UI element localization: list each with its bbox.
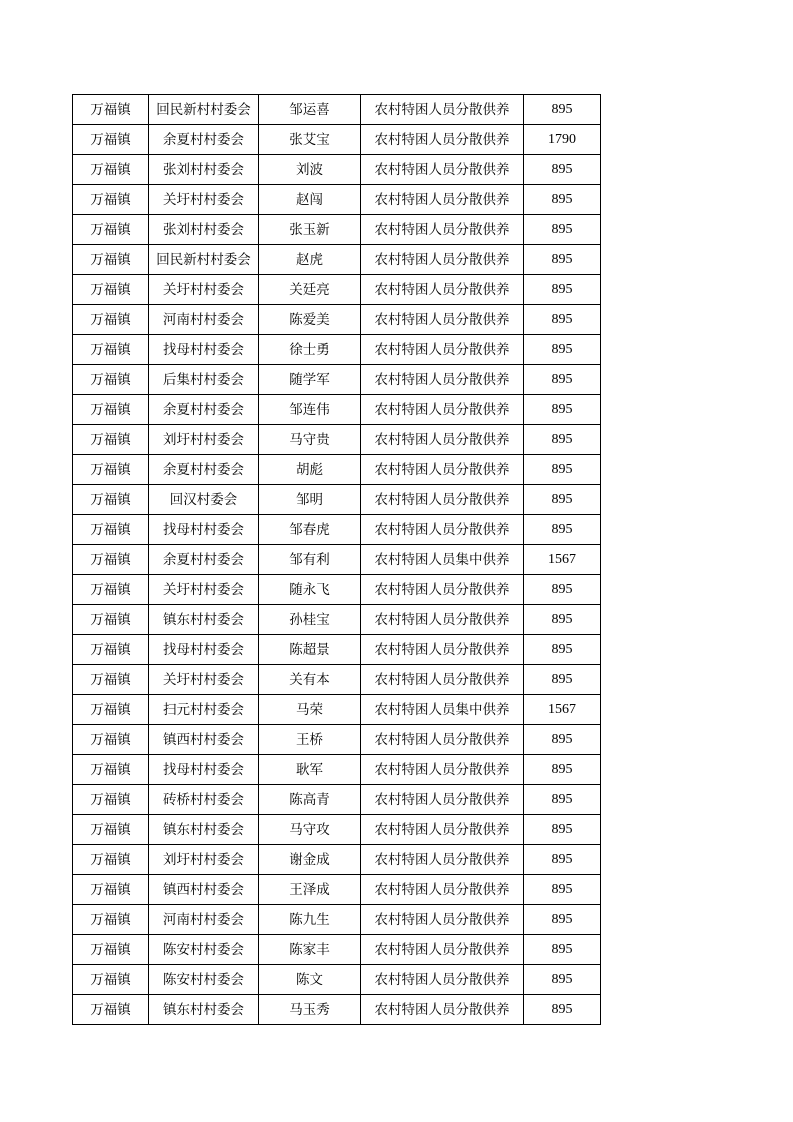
table-row [73,995,601,1025]
amount-cell: 895 [524,905,601,935]
village-cell: 回民新村村委会 [149,245,259,275]
amount-cell: 895 [524,515,601,545]
person-name-cell: 王泽成 [259,875,361,905]
table-row [73,155,601,185]
village-cell: 余夏村村委会 [149,545,259,575]
town-cell: 万福镇 [73,695,149,725]
person-name-cell: 张玉新 [259,215,361,245]
village-cell: 镇东村村委会 [149,815,259,845]
village-cell: 张刘村村委会 [149,155,259,185]
support-type-cell: 农村特困人员分散供养 [361,425,524,455]
table-row [73,725,601,755]
roster-table [72,94,601,1025]
town-cell: 万福镇 [73,125,149,155]
amount-cell: 1790 [524,125,601,155]
town-cell: 万福镇 [73,875,149,905]
table-row [73,635,601,665]
amount-cell: 895 [524,185,601,215]
person-name-cell: 刘波 [259,155,361,185]
support-type-cell: 农村特困人员分散供养 [361,155,524,185]
person-name-cell: 关廷亮 [259,275,361,305]
village-cell: 找母村村委会 [149,635,259,665]
village-cell: 找母村村委会 [149,335,259,365]
town-cell: 万福镇 [73,905,149,935]
amount-cell: 895 [524,815,601,845]
town-cell: 万福镇 [73,575,149,605]
town-cell: 万福镇 [73,725,149,755]
town-cell: 万福镇 [73,425,149,455]
person-name-cell: 邹有利 [259,545,361,575]
town-cell: 万福镇 [73,455,149,485]
amount-cell: 895 [524,785,601,815]
support-type-cell: 农村特困人员分散供养 [361,485,524,515]
person-name-cell: 邹连伟 [259,395,361,425]
person-name-cell: 陈九生 [259,905,361,935]
town-cell: 万福镇 [73,185,149,215]
support-type-cell: 农村特困人员分散供养 [361,245,524,275]
table-row [73,365,601,395]
village-cell: 刘圩村村委会 [149,845,259,875]
person-name-cell: 邹春虎 [259,515,361,545]
support-type-cell: 农村特困人员分散供养 [361,575,524,605]
village-cell: 镇西村村委会 [149,875,259,905]
village-cell: 张刘村村委会 [149,215,259,245]
village-cell: 关圩村村委会 [149,665,259,695]
amount-cell: 895 [524,95,601,125]
amount-cell: 895 [524,725,601,755]
table-row [73,695,601,725]
table-row [73,305,601,335]
table-row [73,575,601,605]
town-cell: 万福镇 [73,365,149,395]
person-name-cell: 徐士勇 [259,335,361,365]
amount-cell: 895 [524,605,601,635]
amount-cell: 895 [524,335,601,365]
town-cell: 万福镇 [73,605,149,635]
village-cell: 余夏村村委会 [149,125,259,155]
support-type-cell: 农村特困人员分散供养 [361,845,524,875]
support-type-cell: 农村特困人员分散供养 [361,965,524,995]
amount-cell: 895 [524,275,601,305]
amount-cell: 895 [524,935,601,965]
town-cell: 万福镇 [73,485,149,515]
town-cell: 万福镇 [73,395,149,425]
amount-cell: 1567 [524,695,601,725]
table-row [73,335,601,365]
person-name-cell: 马荣 [259,695,361,725]
support-type-cell: 农村特困人员分散供养 [361,815,524,845]
town-cell: 万福镇 [73,665,149,695]
table-row [73,455,601,485]
person-name-cell: 关有本 [259,665,361,695]
person-name-cell: 陈爱美 [259,305,361,335]
amount-cell: 895 [524,455,601,485]
support-type-cell: 农村特困人员分散供养 [361,395,524,425]
support-type-cell: 农村特困人员集中供养 [361,695,524,725]
village-cell: 镇西村村委会 [149,725,259,755]
support-type-cell: 农村特困人员分散供养 [361,635,524,665]
village-cell: 镇东村村委会 [149,605,259,635]
town-cell: 万福镇 [73,305,149,335]
support-type-cell: 农村特困人员分散供养 [361,905,524,935]
table-row [73,485,601,515]
support-type-cell: 农村特困人员分散供养 [361,305,524,335]
amount-cell: 895 [524,395,601,425]
town-cell: 万福镇 [73,155,149,185]
person-name-cell: 马守贵 [259,425,361,455]
support-type-cell: 农村特困人员分散供养 [361,215,524,245]
amount-cell: 1567 [524,545,601,575]
village-cell: 找母村村委会 [149,755,259,785]
amount-cell: 895 [524,305,601,335]
table-row [73,665,601,695]
support-type-cell: 农村特困人员分散供养 [361,725,524,755]
support-type-cell: 农村特困人员分散供养 [361,665,524,695]
village-cell: 陈安村村委会 [149,965,259,995]
table-row [73,395,601,425]
table-row [73,185,601,215]
amount-cell: 895 [524,425,601,455]
person-name-cell: 陈高青 [259,785,361,815]
village-cell: 关圩村村委会 [149,575,259,605]
table-row [73,875,601,905]
town-cell: 万福镇 [73,215,149,245]
town-cell: 万福镇 [73,515,149,545]
village-cell: 回民新村村委会 [149,95,259,125]
person-name-cell: 邹明 [259,485,361,515]
town-cell: 万福镇 [73,785,149,815]
town-cell: 万福镇 [73,545,149,575]
amount-cell: 895 [524,155,601,185]
support-type-cell: 农村特困人员分散供养 [361,275,524,305]
amount-cell: 895 [524,215,601,245]
support-type-cell: 农村特困人员分散供养 [361,935,524,965]
amount-cell: 895 [524,575,601,605]
amount-cell: 895 [524,845,601,875]
support-type-cell: 农村特困人员分散供养 [361,755,524,785]
village-cell: 后集村村委会 [149,365,259,395]
support-type-cell: 农村特困人员分散供养 [361,365,524,395]
village-cell: 余夏村村委会 [149,395,259,425]
table-row [73,515,601,545]
person-name-cell: 胡彪 [259,455,361,485]
village-cell: 关圩村村委会 [149,275,259,305]
amount-cell: 895 [524,875,601,905]
table-row [73,425,601,455]
town-cell: 万福镇 [73,845,149,875]
village-cell: 余夏村村委会 [149,455,259,485]
village-cell: 陈安村村委会 [149,935,259,965]
table-row [73,785,601,815]
table-row [73,965,601,995]
support-type-cell: 农村特困人员分散供养 [361,125,524,155]
support-type-cell: 农村特困人员分散供养 [361,95,524,125]
table-row [73,845,601,875]
person-name-cell: 随学军 [259,365,361,395]
person-name-cell: 邹运喜 [259,95,361,125]
person-name-cell: 赵闯 [259,185,361,215]
amount-cell: 895 [524,755,601,785]
person-name-cell: 陈文 [259,965,361,995]
table-row [73,905,601,935]
village-cell: 刘圩村村委会 [149,425,259,455]
support-type-cell: 农村特困人员分散供养 [361,875,524,905]
table-row [73,275,601,305]
town-cell: 万福镇 [73,635,149,665]
person-name-cell: 张艾宝 [259,125,361,155]
person-name-cell: 陈超景 [259,635,361,665]
table-row [73,125,601,155]
table-row [73,935,601,965]
village-cell: 河南村村委会 [149,305,259,335]
person-name-cell: 耿军 [259,755,361,785]
village-cell: 找母村村委会 [149,515,259,545]
person-name-cell: 随永飞 [259,575,361,605]
town-cell: 万福镇 [73,275,149,305]
table-row [73,95,601,125]
support-type-cell: 农村特困人员分散供养 [361,185,524,215]
person-name-cell: 陈家丰 [259,935,361,965]
support-type-cell: 农村特困人员分散供养 [361,335,524,365]
person-name-cell: 谢金成 [259,845,361,875]
table-row [73,605,601,635]
amount-cell: 895 [524,365,601,395]
village-cell: 回汉村委会 [149,485,259,515]
roster-body [73,95,601,1025]
table-row [73,545,601,575]
town-cell: 万福镇 [73,995,149,1025]
person-name-cell: 马守攻 [259,815,361,845]
village-cell: 关圩村村委会 [149,185,259,215]
table-row [73,245,601,275]
town-cell: 万福镇 [73,335,149,365]
support-type-cell: 农村特困人员分散供养 [361,605,524,635]
town-cell: 万福镇 [73,965,149,995]
amount-cell: 895 [524,635,601,665]
person-name-cell: 孙桂宝 [259,605,361,635]
village-cell: 镇东村村委会 [149,995,259,1025]
town-cell: 万福镇 [73,95,149,125]
person-name-cell: 赵虎 [259,245,361,275]
amount-cell: 895 [524,995,601,1025]
amount-cell: 895 [524,665,601,695]
town-cell: 万福镇 [73,755,149,785]
person-name-cell: 马玉秀 [259,995,361,1025]
village-cell: 砖桥村村委会 [149,785,259,815]
support-type-cell: 农村特困人员分散供养 [361,995,524,1025]
table-row [73,815,601,845]
support-type-cell: 农村特困人员集中供养 [361,545,524,575]
support-type-cell: 农村特困人员分散供养 [361,515,524,545]
person-name-cell: 王桥 [259,725,361,755]
town-cell: 万福镇 [73,815,149,845]
town-cell: 万福镇 [73,935,149,965]
town-cell: 万福镇 [73,245,149,275]
support-type-cell: 农村特困人员分散供养 [361,455,524,485]
amount-cell: 895 [524,965,601,995]
village-cell: 扫元村村委会 [149,695,259,725]
table-row [73,215,601,245]
support-type-cell: 农村特困人员分散供养 [361,785,524,815]
table-row [73,755,601,785]
amount-cell: 895 [524,485,601,515]
amount-cell: 895 [524,245,601,275]
village-cell: 河南村村委会 [149,905,259,935]
